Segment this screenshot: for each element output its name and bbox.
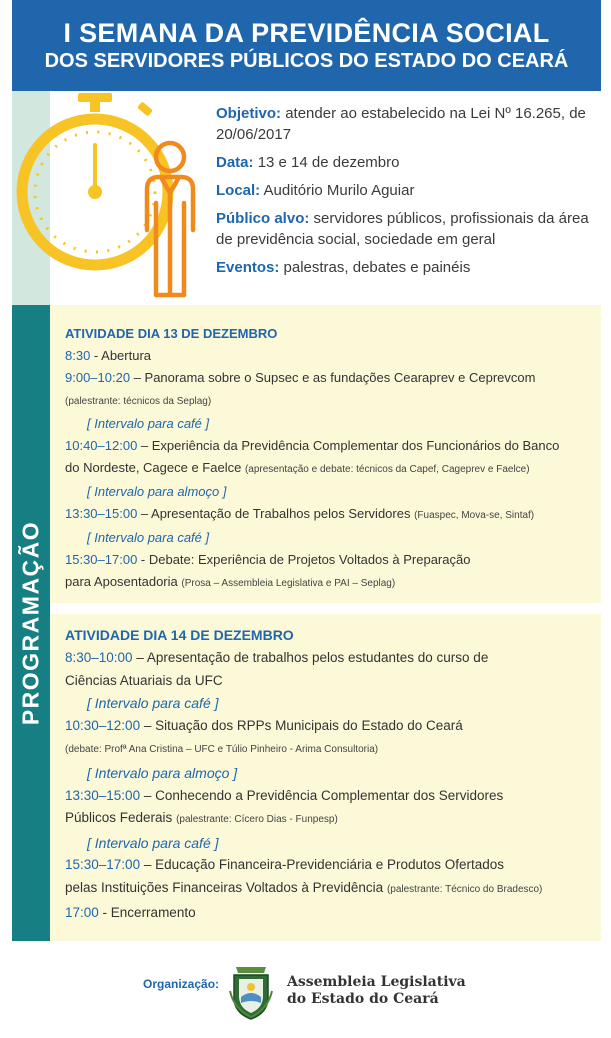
schedule-item: 13:30–15:00 – Apresentação de Trabalhos pelos Servidores (Fuaspec, Mova-se, Sintaf)	[65, 506, 535, 521]
schedule-cont: pelas Instituições Financeiras Voltados à Previdência (palestrante: Técnico do Bradesco)	[65, 879, 543, 895]
day2-title: ATIVIDADE DIA 14 DE DEZEMBRO	[65, 627, 294, 643]
local-row: Local: Auditório Murilo Aguiar	[216, 182, 415, 199]
event-subtitle: DOS SERVIDORES PÚBLICOS DO ESTADO DO CEARÁ	[44, 50, 569, 72]
stopwatch-icon	[22, 93, 168, 265]
schedule-cont: para Aposentadoria (Prosa – Assembleia Legislativa e PAI – Seplag)	[65, 574, 396, 589]
break-item: [ Intervalo para café ]	[87, 695, 219, 712]
state-crest-icon	[228, 961, 274, 1021]
schedule-item: 9:00–10:20 – Panorama sobre o Supsec e as fundações Cearaprev e Ceprevcom	[65, 370, 536, 385]
schedule-item: 13:30–15:00 – Conhecendo a Previdência Complementar dos Servidores	[65, 787, 504, 803]
schedule-note: (debate: Profª Ana Cristina – UFC e Túlio Pinheiro - Arima Consultoria)	[65, 744, 379, 756]
schedule-cont: Públicos Federais (palestrante: Cícero Dias - Funpesp)	[65, 810, 338, 826]
footer	[0, 941, 611, 1038]
programacao-label: PROGRAMAÇÃO	[17, 520, 44, 726]
schedule-item: 10:30–12:00 – Situação dos RPPs Municipais do Estado do Ceará	[65, 717, 463, 733]
schedule-item: 8:30–10:00 – Apresentação de trabalhos pelos estudantes do curso de	[65, 650, 489, 665]
stopwatch-person-illustration	[10, 85, 215, 305]
person-icon	[147, 143, 193, 295]
break-item: [ Intervalo para café ]	[87, 530, 210, 545]
schedule-item: 17:00 - Encerramento	[65, 904, 196, 920]
day2-schedule	[65, 627, 595, 924]
event-info	[216, 103, 601, 285]
programacao-sidebar	[12, 305, 50, 941]
break-item: [ Intervalo para café ]	[87, 416, 210, 431]
header-banner	[12, 0, 601, 91]
break-item: [ Intervalo para café ]	[87, 834, 219, 851]
eventos-row: Eventos: palestras, debates e painéis	[216, 259, 471, 276]
break-item: [ Intervalo para almoço ]	[87, 764, 238, 781]
schedule-cont: Ciências Atuariais da UFC	[65, 672, 223, 688]
data-row: Data: 13 e 14 de dezembro	[216, 154, 400, 171]
day1-schedule	[65, 326, 595, 595]
schedule-item: 10:40–12:00 – Experiência da Previdência Complementar dos Funcionários do Banco	[65, 438, 560, 453]
schedule-item: 15:30–17:00 - Debate: Experiência de Projetos Voltados à Preparação	[65, 552, 471, 567]
break-item: [ Intervalo para almoço ]	[87, 484, 227, 499]
objetivo-row: Objetivo: atender ao estabelecido na Lei Nº 16.265, de 20/06/2017	[216, 105, 586, 143]
assembleia-logo-text: Assembleia Legislativa do Estado do Ceará	[287, 974, 466, 1007]
day1-title: ATIVIDADE DIA 13 DE DEZEMBRO	[65, 326, 278, 341]
event-title: I SEMANA DA PREVIDÊNCIA SOCIAL	[63, 18, 550, 48]
schedule-cont: do Nordeste, Cagece e Faelce (apresentação e debate: técnicos da Capef, Cageprev e Faelce)	[65, 460, 530, 475]
schedule-item: 15:30–17:00 – Educação Financeira-Previdenciária e Produtos Ofertados	[65, 857, 505, 873]
publico-row: Público alvo: servidores públicos, profissionais da área de previdência social, sociedade em geral	[216, 210, 589, 248]
organizacao-label: Organização:	[143, 977, 220, 991]
schedule-item: 8:30 - Abertura	[65, 348, 152, 363]
schedule-note: (palestrante: técnicos da Seplag)	[65, 396, 212, 407]
